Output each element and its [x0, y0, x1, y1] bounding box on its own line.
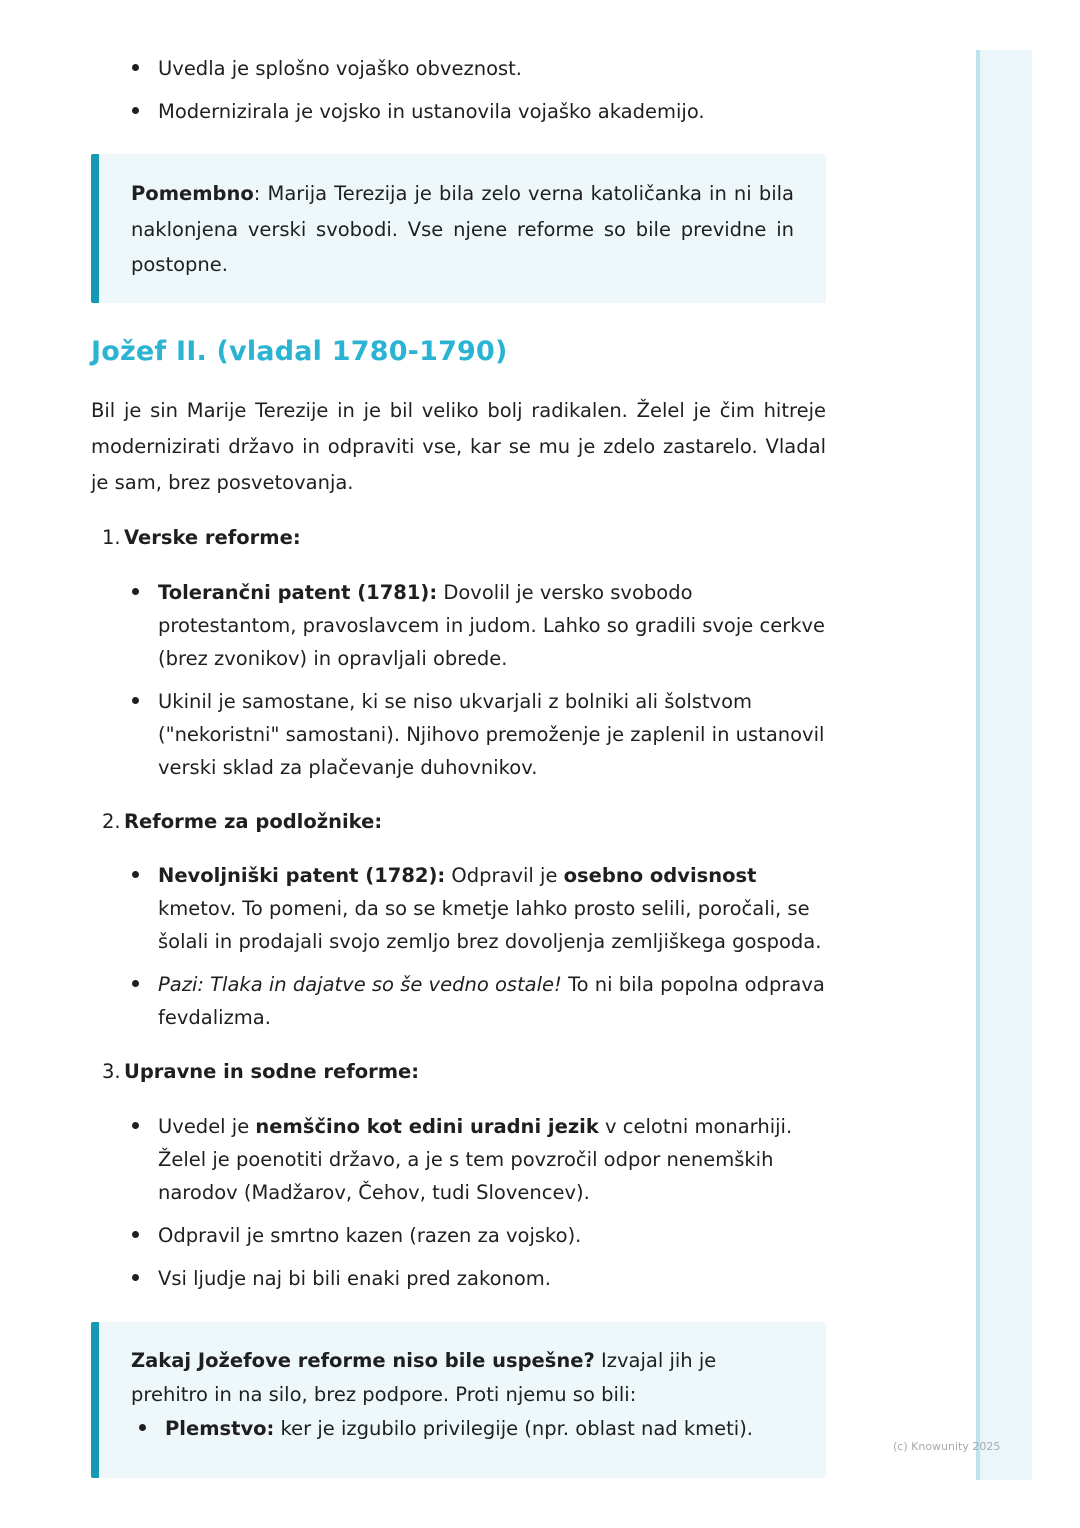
- reform-number: 1.: [102, 526, 121, 549]
- copyright-notice: (c) Knowunity 2025: [893, 1440, 1001, 1453]
- reform-number: 3.: [102, 1060, 121, 1083]
- reform-heading-3: [102, 1055, 419, 1088]
- list-item: Modernizirala je vojsko in ustanovila vojaško akademijo.: [132, 95, 832, 128]
- reform-number: 2.: [102, 810, 121, 833]
- reform-title: Verske reforme:: [124, 526, 301, 549]
- reform-3-list: [132, 1110, 832, 1305]
- list-item: Odpravil je smrtno kazen (razen za vojsko).: [132, 1219, 832, 1252]
- list-item-text: v celotni monarhiji. Želel je poenotiti državo, a je s tem povzročil odpor nenemških narodov (Madžarov, Čehov, tudi Slovencev).: [158, 1115, 793, 1204]
- list-item: [132, 859, 832, 958]
- list-item: [132, 968, 832, 1034]
- patent-name: Tolerančni patent (1781):: [158, 581, 438, 604]
- callout-body: : Marija Terezija je bila zelo verna katoličanka in ni bila naklonjena verski svobodi. Vse njene reforme so bile previdne in postopne.: [131, 182, 794, 276]
- opponent-name: Plemstvo:: [165, 1417, 275, 1440]
- reform-2-list: [132, 859, 832, 1044]
- warning-note: Pazi: Tlaka in dajatve so še vedno ostale!: [158, 973, 562, 996]
- patent-name: Nevoljniški patent (1782):: [158, 864, 446, 887]
- callout-label: Pomembno: [131, 182, 254, 205]
- reform-heading-1: [102, 521, 301, 554]
- list-item: Vsi ljudje naj bi bili enaki pred zakonom.: [132, 1262, 832, 1295]
- list-item: Uvedla je splošno vojaško obveznost.: [132, 52, 832, 85]
- reform-title: Reforme za podložnike:: [124, 810, 383, 833]
- callout-text: [131, 176, 794, 283]
- list-item-text: kmetov. To pomeni, da so se kmetje lahko prosto selili, poročali, se šolali in prodajali svojo zemljo brez dovoljenja zemljiškega gospoda.: [158, 897, 822, 953]
- list-item-text: ker je izgubilo privilegije (npr. oblast nad kmeti).: [274, 1417, 753, 1440]
- key-term: osebno odvisnost: [563, 864, 757, 887]
- list-item-text: Uvedel je: [158, 1115, 256, 1138]
- opponents-list: [139, 1412, 794, 1446]
- list-item-text: Dovolil je versko svobodo protestantom, pravoslavcem in judom. Lahko so gradili svoje cerkve (brez zvonikov) in opravljali obrede.: [158, 581, 826, 670]
- why-failed-callout: [91, 1322, 826, 1478]
- callout-question: Zakaj Jožefove reforme niso bile uspešne?: [131, 1349, 595, 1372]
- continued-bullet-list: [132, 52, 832, 138]
- list-item: [139, 1412, 794, 1446]
- important-note-callout: [91, 154, 826, 303]
- section-heading: Jožef II. (vladal 1780-1790): [91, 336, 508, 367]
- callout-body: Izvajal jih je prehitro in na silo, brez podpore. Proti njemu so bili:: [131, 1349, 717, 1406]
- list-item: [132, 1110, 832, 1209]
- callout-text: [131, 1344, 794, 1412]
- page-side-strip: [976, 50, 1032, 1480]
- reform-1-list: [132, 576, 832, 794]
- list-item-text: Odpravil je: [445, 864, 564, 887]
- reform-heading-2: [102, 805, 382, 838]
- list-item: [132, 576, 832, 675]
- reform-title: Upravne in sodne reforme:: [124, 1060, 420, 1083]
- key-term: nemščino kot edini uradni jezik: [255, 1115, 599, 1138]
- list-item: Ukinil je samostane, ki se niso ukvarjali z bolniki ali šolstvom ("nekoristni" samostani). Njihovo premoženje je zaplenil in ustanovil verski sklad za plačevanje duhovnikov.: [132, 685, 832, 784]
- section-intro: Bil je sin Marije Terezije in je bil veliko bolj radikalen. Želel je čim hitreje modernizirati državo in odpraviti vse, kar se mu je zdelo zastarelo. Vladal je sam, brez posvetovanja.: [91, 399, 826, 494]
- list-item-text: To ni bila popolna odprava fevdalizma.: [158, 973, 825, 1029]
